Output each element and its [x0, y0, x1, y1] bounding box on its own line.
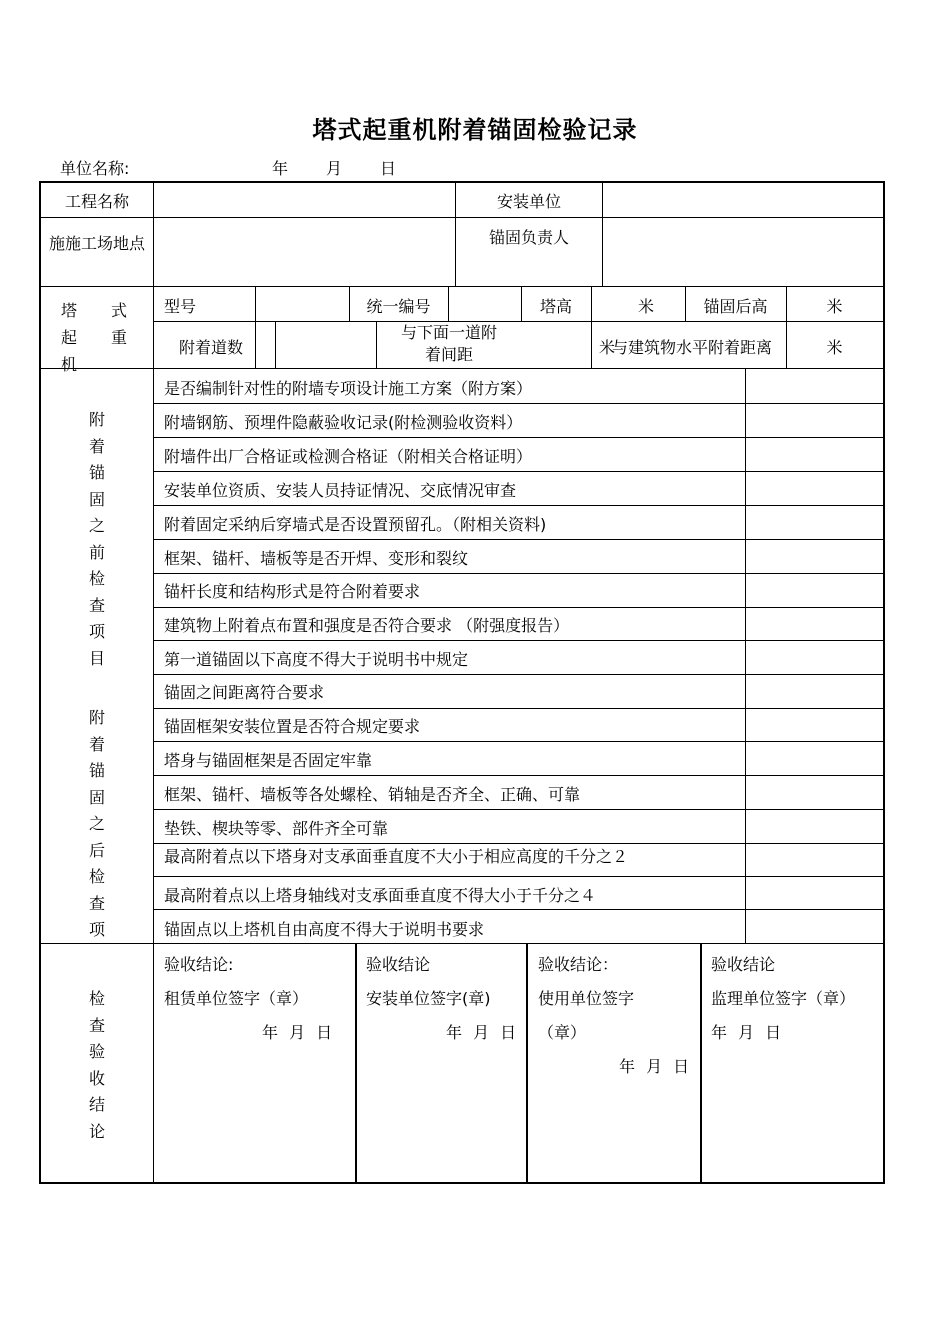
unified-number-label: 统一编号: [366, 297, 431, 316]
pre-check-item: 是否编制针对性的附墙专项设计施工方案（附方案）: [164, 379, 533, 398]
post-check-item: 垫铁、楔块等零、部件齐全可靠: [164, 819, 389, 838]
pre-check-item: 第一道锚固以下高度不得大于说明书中规定: [164, 650, 469, 669]
post-check-item: 锚固点以上塔机自由高度不得大于说明书要求: [164, 920, 485, 939]
tower-height-unit: 米: [637, 297, 654, 316]
pre-check-item: 建筑物上附着点布置和强度是否符合要求 （附强度报告）: [164, 616, 570, 635]
height-after-anchor-label: 锚固后高: [703, 297, 768, 316]
tower-height-label: 塔高: [539, 297, 572, 316]
lessor-date: 年 月 日: [262, 1023, 333, 1042]
user-sign-label: 使用单位签字: [538, 989, 635, 1008]
model-label: 型号: [164, 297, 197, 316]
check-result-cell[interactable]: [746, 369, 883, 943]
site-location-label: 施施工场地点: [48, 234, 145, 253]
unit-name-label: 单位名称:: [60, 159, 130, 178]
pre-check-item: 附墙件出厂合格证或检测合格证（附相关合格证明）: [164, 447, 533, 466]
anchor-manager-value[interactable]: [603, 218, 883, 286]
post-check-item: 框架、锚杆、墙板等各处螺栓、销轴是否齐全、正确、可靠: [164, 785, 581, 804]
supervisor-conclusion-heading: 验收结论: [711, 955, 776, 974]
post-check-item: 锚固之间距离符合要求: [164, 683, 325, 702]
project-name-label: 工程名称: [64, 192, 129, 211]
crane-section-label: 塔式起重机: [61, 301, 137, 374]
post-check-item: 最高附着点以上塔身轴线对支承面垂直度不得大小于千分之４: [164, 886, 597, 905]
installer-sign-label: 安装单位签字(章): [366, 989, 491, 1008]
pre-check-item: 附着固定采纳后穿墙式是否设置预留孔。（附相关资料): [164, 515, 547, 534]
project-name-value[interactable]: [154, 183, 455, 217]
page-title: 塔式起重机附着锚固检验记录: [312, 116, 638, 144]
distance-to-building-label: 与建筑物水平附着距离: [611, 338, 772, 357]
spacing-unit: 米: [598, 338, 615, 357]
pre-check-item: 框架、锚杆、墙板等是否开焊、变形和裂纹: [164, 549, 469, 568]
user-sign-label-2: （章）: [538, 1023, 587, 1042]
anchor-manager-label: 锚固负责人: [488, 228, 569, 247]
post-check-section-label: 附着锚固之后检查项: [88, 708, 105, 939]
supervisor-date: 年 月 日: [711, 1023, 782, 1042]
supervisor-sign-label: 监理单位签字（章）: [711, 989, 856, 1008]
post-check-item: 锚固框架安装位置是否符合规定要求: [164, 717, 421, 736]
date-day-label: 日: [380, 159, 397, 178]
date-month-label: 月: [326, 159, 343, 178]
user-conclusion-heading: 验收结论：: [538, 955, 619, 974]
distance-unit: 米: [826, 338, 843, 357]
spacing-to-lower-label: 与下面一道附着间距: [400, 323, 497, 364]
lessor-conclusion-heading: 验收结论:: [164, 955, 234, 974]
height-after-anchor-unit: 米: [826, 297, 843, 316]
pre-check-item: 附墙钢筋、预埋件隐蔽验收记录(附检测验收资料）: [164, 413, 523, 432]
conclusion-section-label: 检查验收结论: [88, 989, 105, 1141]
post-check-item: 塔身与锚固框架是否固定牢靠: [164, 751, 373, 770]
install-unit-label: 安装单位: [496, 192, 561, 211]
pre-check-item: 安装单位资质、安装人员持证情况、交底情况审查: [164, 481, 517, 500]
user-date: 年 月 日: [619, 1057, 690, 1076]
lessor-sign-label: 租赁单位签字（章）: [164, 989, 309, 1008]
pre-check-section-label: 附着锚固之前检查项目: [88, 410, 105, 668]
installer-date: 年 月 日: [446, 1023, 517, 1042]
post-check-item: 最高附着点以下塔身对支承面垂直度不大小于相应高度的千分之２: [164, 847, 629, 866]
attach-count-label: 附着道数: [179, 338, 244, 357]
installer-conclusion-heading: 验收结论: [366, 955, 431, 974]
inspection-form: [39, 181, 885, 1184]
pre-check-item: 锚杆长度和结构形式是符合附着要求: [164, 582, 421, 601]
site-location-value[interactable]: [154, 218, 455, 286]
date-year-label: 年: [272, 159, 289, 178]
install-unit-value[interactable]: [603, 183, 883, 217]
